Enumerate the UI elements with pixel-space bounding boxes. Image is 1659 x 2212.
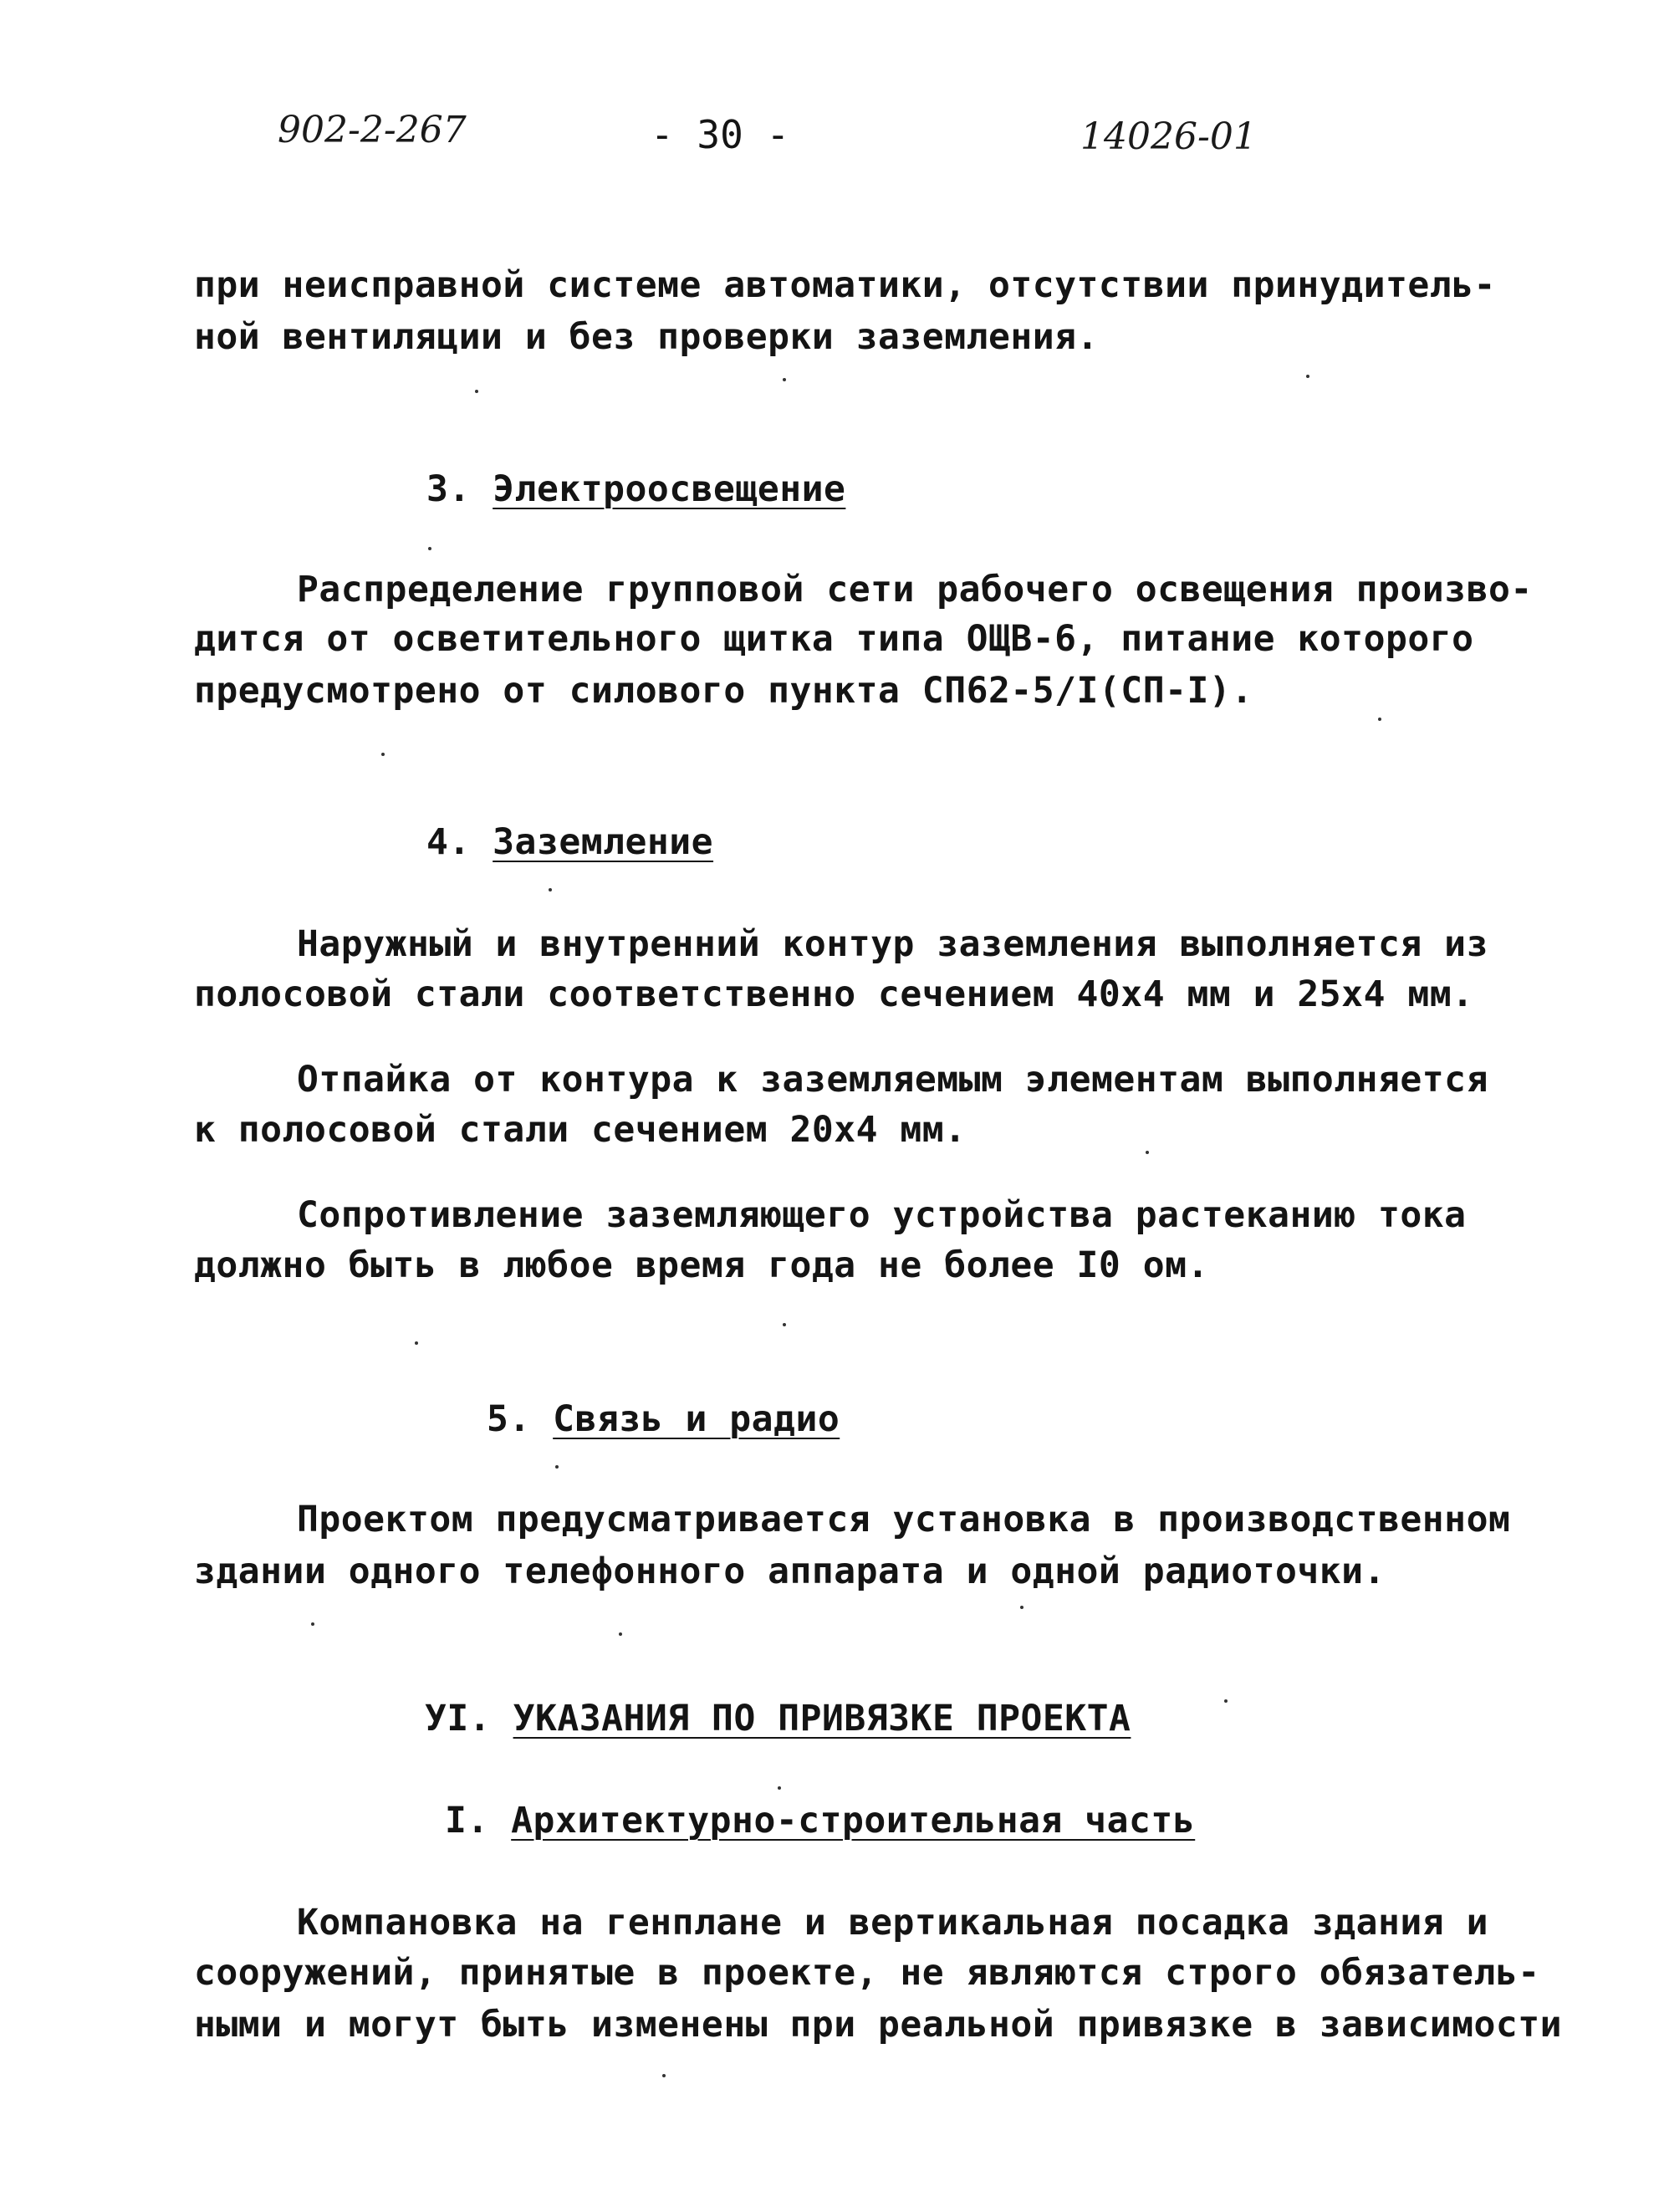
scan-speck (1020, 1606, 1023, 1609)
section-title: Связь и радио (553, 1398, 840, 1440)
scan-speck (778, 1786, 781, 1790)
text-line: ной вентиляции и без проверки заземления. (194, 316, 1099, 358)
text-line: предусмотрено от силового пункта СП62-5/I(СП-I). (194, 670, 1253, 712)
text-line: дится от осветительного щитка типа ОЩВ-6, питание которого (194, 618, 1474, 660)
scan-speck (555, 1465, 559, 1469)
scan-speck (1146, 1151, 1149, 1154)
scan-speck (783, 1323, 786, 1326)
text-line: ными и могут быть изменены при реальной привязке в зависимости (194, 2004, 1563, 2046)
text-line: Наружный и внутренний контур заземления выполняется из (297, 923, 1488, 965)
section-title: Архитектурно-строительная часть (511, 1800, 1196, 1842)
subsection-heading (445, 1800, 1196, 1842)
page-number: - 30 - (651, 112, 790, 157)
text-line: сооружений, принятые в проекте, не являются строго обязатель- (194, 1952, 1540, 1994)
section-heading (426, 468, 846, 510)
text-line: Компановка на генплане и вертикальная посадка здания и (297, 1902, 1488, 1944)
scan-speck (1306, 375, 1309, 378)
scan-speck (783, 378, 786, 381)
section-heading (426, 821, 714, 863)
text-line: полосовой стали соответственно сечением 40х4 мм и 25х4 мм. (194, 973, 1474, 1015)
section-number: I. (445, 1800, 489, 1842)
text-line: к полосовой стали сечением 20х4 мм. (194, 1109, 967, 1151)
text-line: должно быть в любое время года не более I0 ом. (194, 1244, 1209, 1286)
text-line: Распределение групповой сети рабочего освещения произво- (297, 569, 1533, 610)
section-heading (425, 1698, 1131, 1739)
scan-speck (549, 888, 552, 891)
scan-speck (415, 1341, 418, 1345)
text-line: Сопротивление заземляющего устройства растеканию тока (297, 1194, 1467, 1236)
section-title: УКАЗАНИЯ ПО ПРИВЯЗКЕ ПРОЕКТА (513, 1698, 1131, 1739)
scan-speck (619, 1632, 622, 1636)
header-right-code: 14026-01 (1080, 115, 1257, 158)
section-number: УI. (425, 1698, 492, 1739)
scan-speck (1224, 1699, 1228, 1703)
scan-speck (311, 1622, 314, 1626)
text-line: при неисправной системе автоматики, отсутствии принудитель- (194, 264, 1496, 306)
text-line: Проектом предусматривается установка в производственном (297, 1499, 1511, 1540)
text-line: здании одного телефонного аппарата и одной радиоточки. (194, 1550, 1386, 1592)
scan-speck (428, 547, 431, 550)
section-number: 3. (426, 468, 471, 510)
scan-speck (475, 390, 478, 393)
scan-speck (1378, 718, 1381, 721)
scan-speck (662, 2074, 666, 2077)
section-heading (487, 1398, 840, 1440)
text-line: Отпайка от контура к заземляемым элементам выполняется (297, 1059, 1488, 1101)
scan-speck (381, 753, 385, 756)
section-number: 5. (487, 1398, 531, 1440)
section-title: Электроосвещение (493, 468, 846, 510)
section-title: Заземление (493, 821, 714, 863)
section-number: 4. (426, 821, 471, 863)
header-left-code: 902-2-267 (278, 109, 467, 151)
